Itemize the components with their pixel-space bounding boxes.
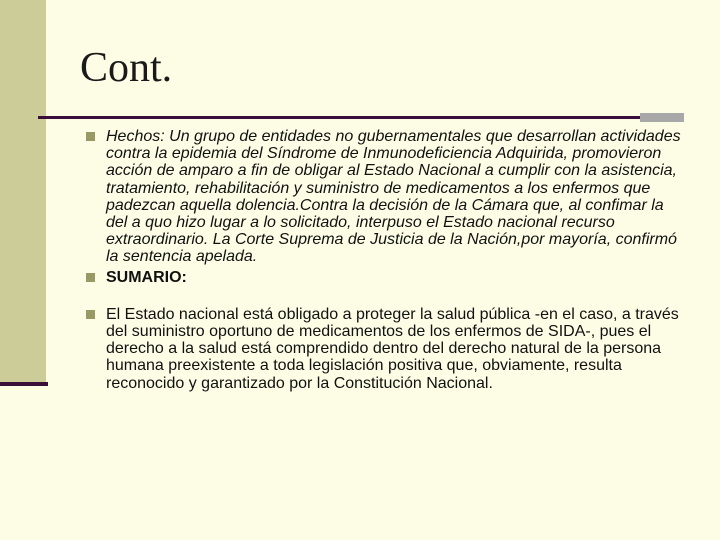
slide-content xyxy=(86,128,686,392)
square-bullet-icon xyxy=(86,132,95,141)
bullet-text: El Estado nacional está obligado a proteger la salud pública -en el caso, a través del suministro oportuno de medicamentos de los enfermos de SIDA-, pues el derecho a la salud está comprendido dentro del derecho natural de la persona humana preexistente a toda legislación positiva que, obviamente, resulta reconocido y garantizado por la Constitución Nacional. xyxy=(106,305,679,392)
bullet-text: SUMARIO: xyxy=(106,268,187,286)
title-divider xyxy=(38,116,640,119)
bullet-estado xyxy=(86,306,686,392)
square-bullet-icon xyxy=(86,273,95,282)
sidebar-accent-line xyxy=(0,382,48,386)
sidebar-decoration xyxy=(0,0,46,382)
slide-title: Cont. xyxy=(80,45,173,91)
bullet-hechos xyxy=(86,128,686,266)
title-divider-end xyxy=(640,113,684,122)
square-bullet-icon xyxy=(86,310,95,319)
bullet-sumario xyxy=(86,269,686,286)
bullet-text: Hechos: Un grupo de entidades no gubernamentales que desarrollan actividades contra la epidemia del Síndrome de Inmunodeficiencia Adquirida, promovieron acción de amparo a fin de obligar al Estado Nacional a cumplir con la asistencia, tratamiento, rehabilitación y suministro de medicamentos a los enfermos que padezcan aquella dolencia.Contra la decisión de la Cámara que, al confimar la del a quo hizo lugar a lo solicitado, interpuso el Estado nacional recurso extraordinario. La Corte Suprema de Justicia de la Nación,por mayoría, confirmó la sentencia apelada. xyxy=(106,128,681,266)
